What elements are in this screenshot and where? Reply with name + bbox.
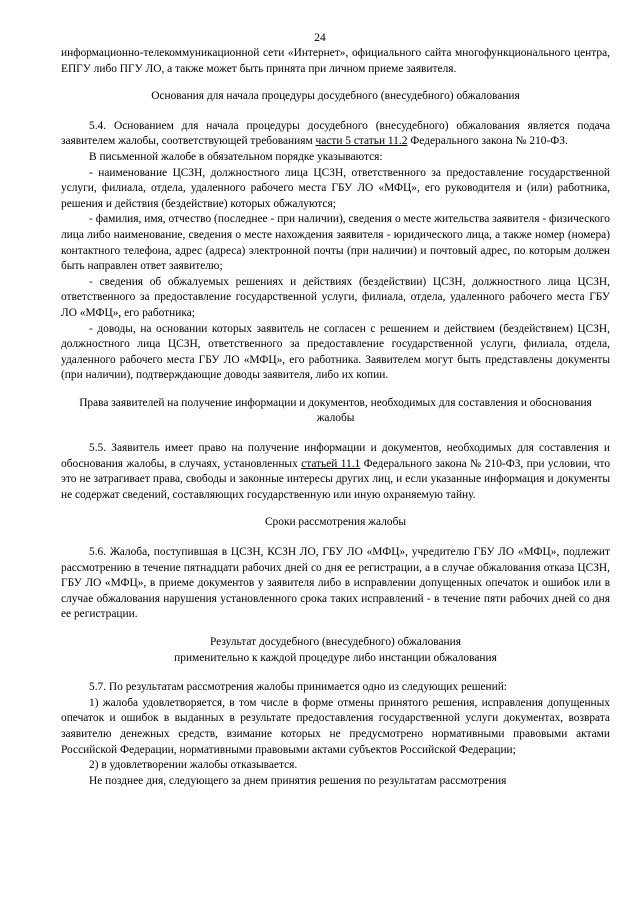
paragraph-5-5-text-a: 5.5. Заявитель имеет право на получение информации и документов, необходимых для составления и обоснования жалобы, в случаях, установленных: [61, 442, 610, 470]
paragraph-5-4-text-b: Федерального закона № 210-ФЗ.: [407, 135, 568, 148]
decision-option-2: 2) в удовлетворении жалобы отказывается.: [89, 759, 298, 772]
document-body: [61, 46, 610, 789]
section-heading-result-line1: Результат досудебного (внесудебного) обжалования: [210, 636, 461, 648]
paragraph-5-7: 5.7. По результатам рассмотрения жалобы принимается одно из следующих решений:: [89, 681, 507, 694]
response-deadline-paragraph: Не позднее дня, следующего за днем принятия решения по результатам рассмотрения: [89, 774, 507, 787]
section-heading-rights: Права заявителей на получение информации и документов, необходимых для составления и обоснования жалобы: [79, 396, 592, 425]
requirement-item-2: - фамилия, имя, отчество (последнее - при наличии), сведения о месте жительства заявителя - физического лица либо наименование, сведения о месте нахождения заявителя - юридического лица, а также номер (номера) контактного телефона, адрес (адреса) электронной почты (при наличии) и почтовый адрес, по которым должен быть направлен ответ заявителю;: [61, 213, 610, 273]
paragraph-5-5-text-b: Федерального закона № 210-ФЗ, при условии, что это не затрагивает права, свободы и законные интересы других лиц, и если указанные информация и документы не содержат сведений, составляющих государственную или иную охраняемую тайну.: [61, 457, 611, 501]
paragraph-5-4: [61, 119, 610, 150]
section-heading-result-line2: применительно к каждой процедуре либо инстанции обжалования: [174, 651, 497, 664]
requirement-item-3: - сведения об обжалуемых решениях и действиях (бездействии) ЦСЗН, должностного лица ЦСЗН, ответственного за предоставление государственной услуги, филиала, отдела, удаленного рабочего места ГБУ ЛО «МФЦ», его работника;: [61, 275, 610, 319]
law-link-11-2[interactable]: части 5 статьи 11.2: [315, 135, 408, 148]
paragraph-5-6: 5.6. Жалоба, поступившая в ЦСЗН, КСЗН ЛО, ГБУ ЛО «МФЦ», учредителю ГБУ ЛО «МФЦ», подлежит рассмотрению в течение пятнадцати рабочих дней со дня ее регистрации, а в случае обжалования отказа ЦСЗН, ГБУ ЛО «МФЦ», в приеме документов у заявителя либо в исправлении допущенных опечаток и ошибок или в случае обжалования нарушения установленного срока таких исправлений - в течение пяти рабочих дней со дня ее регистрации.: [61, 546, 610, 621]
section-heading-grounds: Основания для начала процедуры досудебного (внесудебного) обжалования: [151, 90, 520, 103]
page-number: 24: [314, 32, 326, 44]
law-link-11-1[interactable]: статьей 11.1: [301, 457, 361, 470]
section-heading-terms: Сроки рассмотрения жалобы: [264, 516, 407, 529]
complaint-requirements-intro: В письменной жалобе в обязательном порядке указываются:: [89, 150, 383, 163]
requirement-item-4: - доводы, на основании которых заявитель не согласен с решением и действием (бездействием) ЦСЗН, должностного лица ЦСЗН, ответственного за предоставление государственной услуги, филиала, отдела, удаленного рабочего места ГБУ ЛО «МФЦ», его работника. Заявителем могут быть представлены документы (при наличии), подтверждающие доводы заявителя, либо их копии.: [61, 322, 610, 382]
paragraph-5-5: [61, 441, 610, 503]
paragraph-5-4-text-a: 5.4. Основанием для начала процедуры досудебного (внесудебного) обжалования является подача заявителем жалобы, соответствующей требованиям: [61, 119, 610, 148]
intro-paragraph: информационно-телекоммуникационной сети «Интернет», официального сайта многофункционального центра, ЕПГУ либо ПГУ ЛО, а также может быть принята при личном приеме заявителя.: [61, 47, 610, 75]
requirement-item-1: - наименование ЦСЗН, должностного лица ЦСЗН, ответственного за предоставление государственной услуги, филиала, отдела, удаленного рабочего места ГБУ ЛО «МФЦ», его руководителя и (или) работника, решения и действия (бездействие) которых обжалуются;: [61, 166, 610, 210]
decision-option-1: 1) жалоба удовлетворяется, в том числе в форме отмены принятого решения, исправления допущенных опечаток и ошибок в выданных в результате предоставления государственной услуги документах, возврата заявителю денежных средств, взимание которых не предусмотрено нормативными правовыми актами Российской Федерации, нормативными правовыми актами субъектов Российской Федерации;: [61, 696, 610, 756]
